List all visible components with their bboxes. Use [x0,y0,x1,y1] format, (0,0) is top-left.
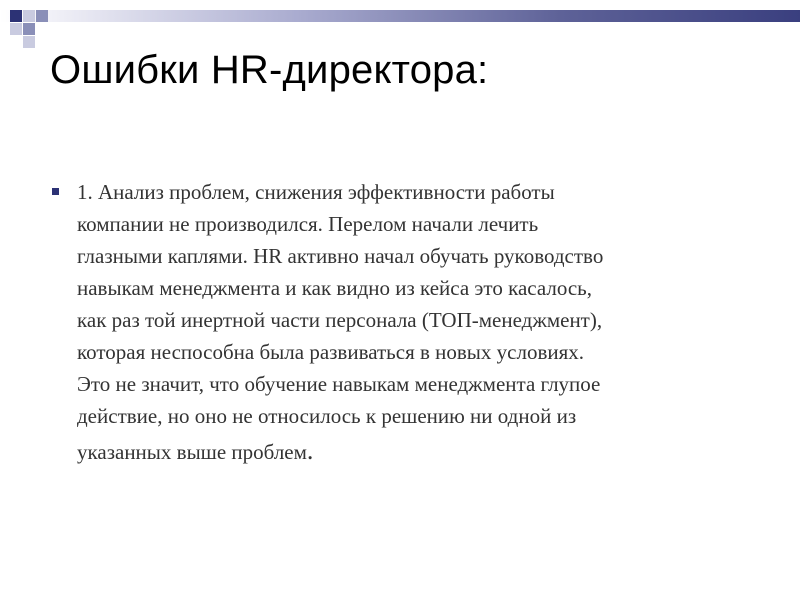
body-line: указанных выше проблем [77,440,307,464]
slide-body-text [77,176,767,468]
body-line: которая неспособна была развиваться в новых условиях. [77,340,585,364]
header-gradient-bar [0,10,800,22]
final-period: . [306,436,314,465]
body-line: Это не значит, что обучение навыкам менеджмента глупое [77,372,601,396]
body-line: действие, но оно не относилось к решению ни одной из [77,404,577,428]
decor-square-icon [10,23,22,35]
decor-square-icon [10,10,22,22]
decor-square-icon [23,10,35,22]
square-bullet-icon [52,188,59,195]
body-line: навыкам менеджмента и как видно из кейса это касалось, [77,276,593,300]
body-line: компании не производился. Перелом начали лечить [77,212,539,236]
slide-title: Ошибки HR-директора: [50,48,489,92]
body-line-final [77,436,767,468]
decor-square-icon [36,10,48,22]
decor-square-icon [23,36,35,48]
body-line: глазными каплями. HR активно начал обучать руководство [77,244,604,268]
body-line: как раз той инертной части персонала (ТОП-менеджмент), [77,308,603,332]
decor-square-icon [23,23,35,35]
body-line: 1. Анализ проблем, снижения эффективности работы [77,180,555,204]
